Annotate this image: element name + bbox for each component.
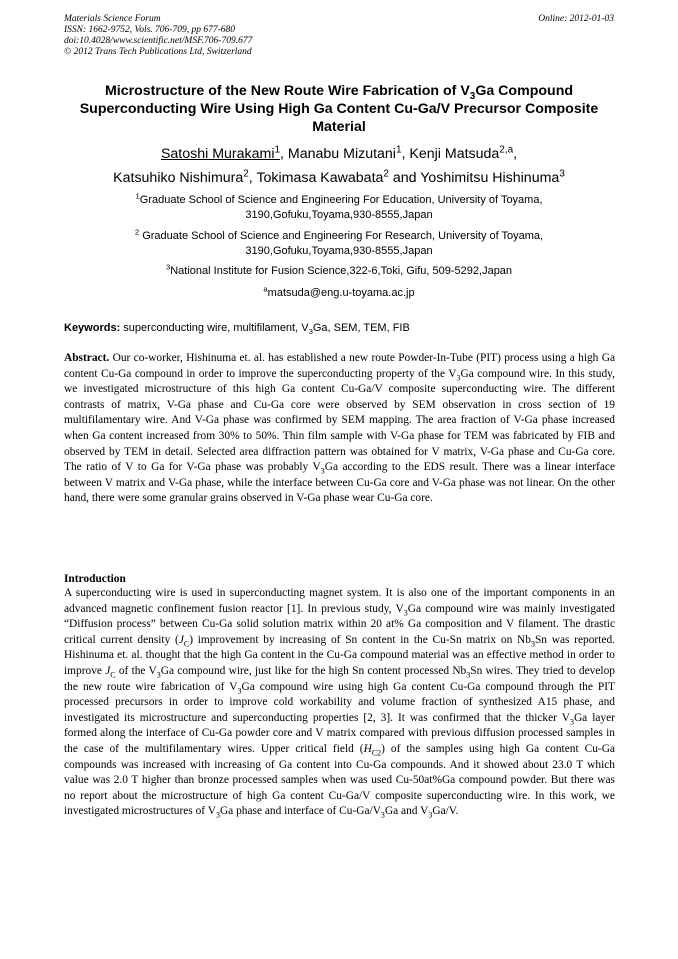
author-2: Manabu Mizutani$^1$ [287,144,402,162]
journal-name: Materials Science Forum [64,14,161,24]
affiliation-2: $^2$ Graduate School of Science and Engineering For Research, University of Toyama, 3190,Gofuku,Toyama,930-8555,Japan [134,227,544,257]
journal-doi: doi:10.4028/www.scientific.net/MSF.706-709.677 [64,36,253,46]
author-list: Satoshi Murakami$^1$, Manabu Mizutani$^1$, Kenji Matsuda$^{2,a}$, Katsuhiko Nishimura$^2$, Tokimasa Kawabata$^2$ and Yoshimitsu Hishinuma$^3$ [113,144,565,186]
keywords-label: Keywords: [64,322,121,334]
author-1: Satoshi Murakami$^1$ [160,144,281,162]
abstract-label: Abstract. [64,352,110,364]
section-heading-introduction: Introduction [64,573,126,585]
online-date: Online: 2012-01-03 [538,14,614,24]
author-4: Katsuhiko Nishimura$^2$ [113,168,249,186]
journal-copyright: © 2012 Trans Tech Publications Ltd, Switzerland [64,47,252,57]
abstract: Abstract. Our co-worker, Hishinuma et. al. has established a new route Powder-In-Tube (PIT) process using a high Ga content Cu-Ga compound in order to improve the superconducting property of the $V_3Ga$ compound wire. In this study, we investigated microstructure of this high Ga content Cu-Ga/V composite superconducting wire. The different contrasts of matrix, V-Ga phase and Cu-Ga core were observed by SEM observation in cross section of 19 multifilamentary wire. And V-Ga phase was confirmed by SEM mapping. The area fraction of V-Ga phase increased when Ga content increased from 30% to 50%. Thin film sample with V-Ga phase for TEM was fabricated by FIB and observed by TEM in detail. Selected area diffraction pattern was obtained for V matrix, V-Ga phase and Cu-Ga core. The ratio of V to Ga for V-Ga phase was probably $V_3Ga$ according to the EDS result. There was a linear interface between V matrix and V-Ga phase, while the interface between Cu-Ga core and V-Ga phase was not linear. On the other hand, there were some granular grains observed in V-Ga phase wear Cu-Ga core. [64,352,616,505]
affiliation-1: $^1$Graduate School of Science and Engineering For Education, University of Toyama, 3190,Gofuku,Toyama,930-8555,Japan [135,191,543,221]
author-6: Yoshimitsu Hishinuma$^3$ [420,168,565,186]
journal-issn: ISSN: 1662-9752, Vols. 706-709, pp 677-680 [64,25,235,35]
corresponding-email: $^a$matsuda@eng.u-toyama.ac.jp [263,284,415,299]
affiliation-3: $^3$National Institute for Fusion Science,322-6,Toki, Gifu, 509-5292,Japan [165,262,513,277]
introduction-text: A superconducting wire is used in superconducting magnet system. It is also one of the important components in an advanced magnetic confinement fusion reactor [1]. In previous study, $V_3Ga$ compound wire was mainly investigated “Diffusion process” between Cu-Ga solid solution matrix within 20 at% Ga composition and V filament. The drastic critical current density $(J_C)$ improvement by increasing of Sn content in the Cu-Sn matrix on $Nb_3Sn$ was reported. Hishinuma et. al. thought that the high Ga content in the Cu-Ga compound material was an effective method in order to improve $J_C$ of the $V_3Ga$ compound wire, just like for the high Sn content processed $Nb_3Sn$ wires. They tried to develop the new route wire fabrication of $V_3Ga$ compound wire using high Ga content Cu-Ga compound through the PIT processed precursors in order to improve cold workability and volume fraction of synthesized A15 phase, and investigated its microstructure and superconducting properties [2, 3]. It was confirmed that the thicker $V_3Ga$ layer formed along the interface of Cu-Ga powder core and V matrix compared with previous diffusion processed samples in the case of the multifilamentary wires. Upper critical field $(H_{C2})$ of the samples using high Ga content Cu-Ga compounds was increased with increasing of Ga content into Cu-Ga compounds. And it showed about 23.0 T which value was 2.0 T higher than bronze processed samples when was used Cu-50at%Ga compound powder. But there was no report about the microstructure of high Ga content Cu-Ga/V composite superconducting wire. In this work, we investigated microstructures of $V_3Ga$ phase and interface of $Cu-Ga/V_3Ga$ and $V_3Ga/V$. [64,587,615,820]
journal-header [64,14,252,58]
keywords: Keywords: superconducting wire, multifilament, $V_3Ga$, SEM, TEM, FIB [64,322,410,337]
author-5: Tokimasa Kawabata$^2$ [256,168,389,186]
paper-title: Microstructure of the New Route Wire Fabrication of $V_3Ga$ Compound Superconducting Wire Using High Ga Content Cu-Ga/V Precursor Composite Material [79,83,599,135]
author-3: Kenji Matsuda$^{2,a}$ [409,144,514,162]
